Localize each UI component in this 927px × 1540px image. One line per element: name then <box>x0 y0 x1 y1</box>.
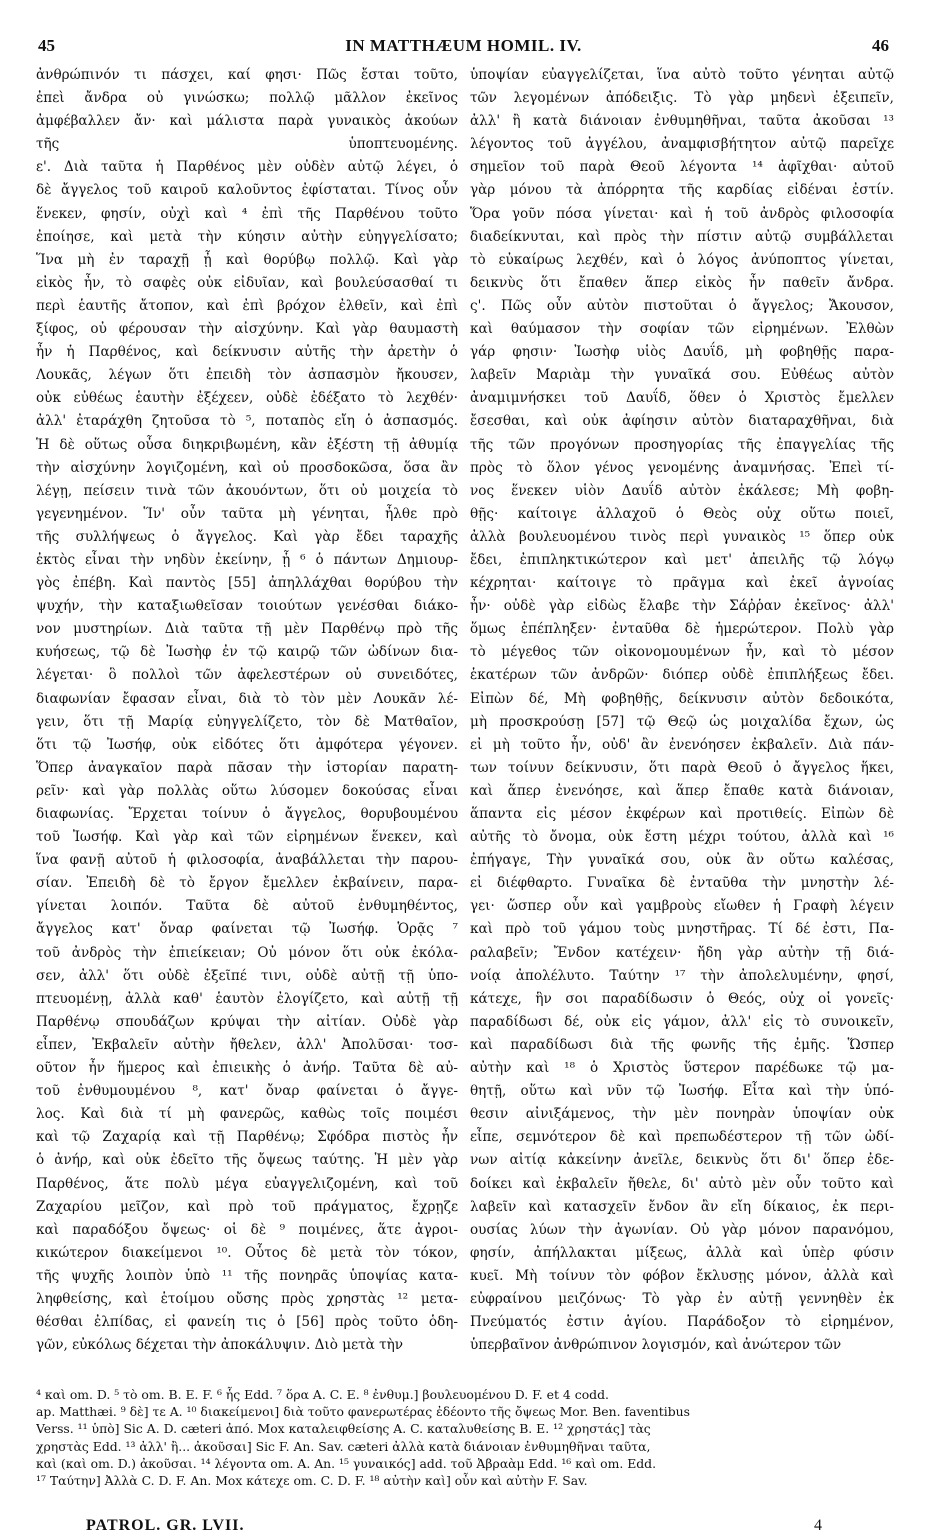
text-line: Ζαχαρίου μεῖζον, καὶ πρὸ τοῦ πράγματος, ἔχρῃζε <box>36 1198 458 1215</box>
text-line: Παρθένος, ἅτε πολὺ μέγα εὐαγγελιζομένη, καὶ τοῦ <box>36 1175 458 1192</box>
text-line: λαβεῖν καὶ κατασχεῖν ἔνδον ἂν εἴη δίκαιος, ἐκ περι- <box>470 1198 894 1215</box>
text-line: νων αἰτίᾳ κἀκείνην ἀνεῖλε, δεικνὺς ὅτι δι' ὅπερ ἐδε- <box>470 1152 894 1169</box>
right-column <box>470 64 894 1384</box>
text-line: καὶ παραδίδωσι διὰ τῆς φωνῆς τῆς ἐμῆς. Ὥσπερ <box>470 1036 894 1053</box>
text-line: ἐποίησε, καὶ μετὰ τὴν κύησιν αὐτὴν εὐηγγελίσατο; <box>36 228 458 245</box>
text-line: μὴ προσκρούσῃ [57] τῷ Θεῷ ὡς μοιχαλίδα ἔχων, ὡς <box>470 713 894 730</box>
text-line: δεικνὺς ὅτι ἔπαθεν ἅπερ εἰκὸς ἦν παθεῖν ἄνδρα. <box>470 274 894 291</box>
text-line: καὶ θαύμασον τὴν σοφίαν τῶν εἰρημένων. Ἐλθὼν <box>470 321 894 338</box>
text-line: γάρ φησιν· Ἰωσὴφ υἱὸς Δαυΐδ, μὴ φοβηθῇς παρα- <box>470 344 894 361</box>
text-line: γει· ὥσπερ οὖν καὶ γαμβροὺς εἴωθεν ἡ Γραφὴ λέγειν <box>470 898 894 915</box>
footnote-line: καὶ (καὶ om. D.) ἀκοῦσαι. ¹⁴ λέγοντα om. A. An. ¹⁵ γυναικός] add. τοῦ Ἀβραὰμ Edd. ¹⁶ καὶ om. Edd. <box>36 1455 657 1471</box>
text-line: γεγενημένον. Ἵν' οὖν ταῦτα μὴ γένηται, ἦλθε πρὸ <box>36 505 458 522</box>
text-line: τῆς συλλήψεως ὁ ἄγγελος. Καὶ γὰρ ἔδει ταραχῆς <box>36 528 458 545</box>
text-line: κυεῖ. Μὴ τοίνυν τὸν φόβον ἔκλυσῃς μόνον, ἀλλὰ καὶ <box>470 1267 894 1284</box>
text-line: θεσιν αἰνιξάμενος, τὴν μὲν πονηρὰν ὑποψίαν οὐκ <box>470 1106 894 1123</box>
text-line: ληφθείσης, καὶ ἑτοίμου οὔσης πρὸς χρηστὰς ¹² μετα- <box>36 1290 458 1307</box>
text-line: τὸ μέγεθος τῶν οἰκονομουμένων ἦν, καὶ τὸ μέσον <box>470 644 894 661</box>
text-line: τῆς ὑποπτευομένης. <box>36 136 458 153</box>
text-line: λαβεῖν Μαριὰμ τὴν γυναῖκά σου. Εὐθέως αὐτὸν <box>470 367 894 384</box>
text-line: διαφωνίας. Ἔρχεται τοίνυν ὁ ἄγγελος, θορυβουμένου <box>36 806 458 822</box>
text-line: τὸ εὐκαίρως λεχθέν, καὶ ὁ λόγος ἀνύποπτος γίνεται, <box>470 251 894 268</box>
text-line: ἄγγελος κατ' ὄναρ φαίνεται τῷ Ἰωσήφ. Ὁρᾷς ⁷ <box>36 921 458 938</box>
text-line: δοίκει καὶ ἐκβαλεῖν ἤθελε, δι' αὐτὸ μὲν οὖν τοῦτο καὶ <box>470 1175 894 1192</box>
text-line: σίαν. Ἐπειδὴ δὲ τὸ ἔργον ἔμελλεν ἐκβαίνειν, παρα- <box>36 875 458 892</box>
text-line: γὸς ἐπέβη. Καὶ παντὸς [55] ἀπηλλάχθαι θορύβου τὴν <box>36 575 458 592</box>
text-line: Παρθένῳ σπουδάζων κρύψαι τὴν αἰτίαν. Οὐδὲ γὰρ <box>36 1013 458 1030</box>
text-line: ἦν ἡ Παρθένος, καὶ δείκνυσιν αὐτῆς τὴν ἀρετὴν ὁ <box>36 344 458 361</box>
text-line: οῦτον ἦν ἥμερος καὶ ἐπιεικὴς ὁ ἀνήρ. Ταῦτα δὲ αὐ- <box>36 1060 458 1077</box>
text-line: σημεῖον τοῦ παρὰ Θεοῦ λέγοντα ¹⁴ ἀφῖχθαι· αὐτοῦ <box>470 159 894 176</box>
text-line: τῶν λεγομένων ἀπόδειξις. Τὸ γὰρ μηδενὶ ἐξειπεῖν, <box>470 90 894 107</box>
text-line: Ὅρα γοῦν πόσα γίνεται· καὶ ἡ τοῦ ἀνδρὸς φιλοσοφία <box>470 205 894 222</box>
text-line: δὲ ἄγγελος τοῦ καιροῦ καλοῦντος ἐφίσταται. Τίνος οὖν <box>36 182 458 199</box>
footnote-line: ⁴ καὶ om. D. ⁵ τὸ om. B. E. F. ⁶ ἧς Edd. ⁷ ὅρα A. C. E. ⁸ ἐνθυμ.] βουλευομένου D. F. et 4 codd. <box>36 1387 609 1402</box>
text-line: τοῦ Ἰωσήφ. Καὶ γὰρ καὶ τῶν εἰρημένων ἕνεκεν, καὶ <box>36 829 458 846</box>
text-line: καὶ τῷ Ζαχαρίᾳ καὶ τῇ Παρθένῳ; Σφόδρα πιστὸς ἦν <box>36 1129 458 1146</box>
text-line: διαδείκνυται, καὶ πρὸς τὴν πίστιν αὐτῷ συμβάλλεται <box>470 228 894 245</box>
text-line: κυήσεως, τῷ δὲ Ἰωσὴφ ἐν τῷ καιρῷ τῶν ὠδίνων δια- <box>36 644 458 661</box>
text-line: ρεῖν· καὶ γὰρ πολλὰς οὕτω λύσομεν δοκούσας εἶναι <box>36 782 458 799</box>
text-line: γειν, ὅτι τῇ Μαρίᾳ εὐηγγελίζετο, τὸν δὲ Ματθαῖον, <box>36 713 458 730</box>
text-line: καὶ παραδόξου ὄψεως· οἱ δὲ ⁹ ποιμένες, ἅτε ἀγροι- <box>36 1221 458 1238</box>
left-page-number: 45 <box>38 36 55 55</box>
text-line: θητῇ, οὕτω καὶ νῦν τῷ Ἰωσήφ. Εἶτα καὶ τὴν ὑπό- <box>470 1083 894 1100</box>
text-line: ἅπαντα εἰς μέσον ἐκφέρων καὶ προτιθείς. Εἰπὼν δὲ <box>470 806 894 822</box>
text-line: γὰρ μόνου τὰ ἀπόρρητα τῆς καρδίας εἰδέναι ἐστίν. <box>470 182 894 199</box>
text-line: παραδίδωσι δέ, οὐκ εἰς γάμον, ἀλλ' εἰς τὸ συνοικεῖν, <box>470 1013 894 1030</box>
text-line: ἦν· οὐδὲ γὰρ εἰδὼς ἔλαβε τὴν Σάῤῥαν ἐκεῖνος· ἀλλ' <box>470 598 894 615</box>
text-line: ἕνεκεν, φησίν, οὐχὶ καὶ ⁴ ἐπὶ τῆς Παρθένου τοῦτο <box>36 205 458 222</box>
text-line: εἰ διέφθαρτο. Γυναῖκα δὲ ἐνταῦθα τὴν μνηστὴν λέ- <box>470 875 894 892</box>
text-line: εἰκὸς ἦν, τὸ σαφὲς οὐκ εἰδυῖαν, καὶ βουλεύσασθαί τι <box>36 274 458 291</box>
text-line: ὑποψίαν εὐαγγελίζεται, ἵνα αὐτὸ τοῦτο γένηται αὐτῷ <box>470 67 894 83</box>
text-line: ἀλλὰ βουλευομένου τινὸς περὶ γυναικὸς ¹⁵ ὅπερ οὐκ <box>470 528 894 545</box>
text-line: ἔσεσθαι, καὶ οὐκ ἀφίησιν αὐτὸν διαταραχθῆναι, διὰ <box>470 413 894 430</box>
text-line: εἶπεν, Ἐκβαλεῖν αὐτὴν ἤθελεν, ἀλλ' Ἀπολῦσαι· τοσ- <box>36 1036 458 1053</box>
text-line: ἀναμιμνήσκει τοῦ Δαυΐδ, ὅθεν ὁ Χριστὸς ἔμελλεν <box>470 390 894 407</box>
text-line: τῆς τῶν προγόνων προσηγορίας τῆς ἐπαγγελίας τῆς <box>470 436 894 453</box>
text-line: ξίφος, οὐ φέρουσαν τὴν αἰσχύνην. Καὶ γὰρ θαυμαστὴ <box>36 321 458 338</box>
text-line: πρὸς τὸ ὅλον γένος γενομένης ἀναμνήσας. Ἐπεὶ τί- <box>470 459 894 476</box>
text-line: αὐτῆς τὸ ὄνομα, οὐκ ἔστη μέχρι τούτου, ἀλλὰ καὶ ¹⁶ <box>470 829 894 846</box>
text-line: τὴν αἰσχύνην λογιζομένη, καὶ οὐ προσδοκῶσα, ὅσα ἂν <box>36 459 458 476</box>
text-line: Πνεύματός ἐστιν ἁγίου. Παράδοξον τὸ εἰρημένον, <box>470 1314 894 1331</box>
text-line: ἀλλ' ἢ κατὰ διάνοιαν ἐνθυμηθῆναι, ταῦτα ἀκοῦσαι ¹³ <box>470 113 894 130</box>
text-line: ἵνα φανῇ αὐτοῦ ἡ φιλοσοφία, ἀναβάλλεται τὴν παρου- <box>36 852 458 869</box>
text-line: ὑπερβαῖνον ἀνθρώπινον λογισμόν, καὶ ἀνώτερον τῶν <box>470 1337 842 1354</box>
text-line: λέγῃ, πείσειν τινὰ τῶν ἀκουόντων, ὅτι οὐ μοιχεία τὸ <box>36 482 458 499</box>
text-line: Ὅπερ ἀναγκαῖον παρὰ πᾶσαν τὴν ἱστορίαν παρατη- <box>36 759 458 776</box>
text-line: φησίν, ἀπήλλακται μίξεως, ἀλλὰ καὶ ὑπὲρ φύσιν <box>470 1244 894 1261</box>
text-line: γίνεται λοιπόν. Ταῦτα δὲ αὐτοῦ ἐνθυμηθέντος, <box>36 898 458 915</box>
text-line: ὅτι τῷ Ἰωσήφ, οὐκ εἰδότες ὅτι ἀμφότερα γέγονεν. <box>36 736 458 753</box>
footnotes <box>36 1386 893 1489</box>
text-line: οὐκ εὐθέως ἑαυτὴν ἐξέχεεν, οὐδὲ ἐδέξατο τὸ λεχθέν· <box>36 390 458 407</box>
text-line: Ἵνα μὴ ἐν ταραχῇ ᾖ καὶ θορύβῳ πολλῷ. Καὶ γὰρ <box>36 251 458 268</box>
text-line: τοῦ ἐνθυμουμένου ⁸, κατ' ὄναρ φαίνεται ὁ ἄγγε- <box>36 1083 458 1100</box>
text-line: λέγεται· ὃ πολλοὶ τῶν ἀφελεστέρων οὐ συνειδότες, <box>36 667 458 684</box>
text-line: ἀμφέβαλλεν ἄν· καὶ μάλιστα παρὰ γυναικὸς ἀκούων <box>36 113 458 130</box>
page-footer <box>86 1517 823 1537</box>
right-page-number: 46 <box>872 36 889 55</box>
text-line: νος ἕνεκεν υἱὸν Δαυΐδ αὐτὸν ἐκάλεσε; Μὴ φοβη- <box>470 482 894 499</box>
text-line: τοῦ ἀνδρὸς τὴν ἐπιείκειαν; Οὐ μόνον ὅτι οὐκ ἐκόλα- <box>36 944 458 961</box>
text-line: θῇς· καίτοιγε ἀλλαχοῦ ὁ Θεὸς οὐχ οὕτω ποιεῖ, <box>470 505 894 522</box>
text-line: διαφωνίαν ἔφασαν εἶναι, διὰ τὸ τὸν μὲν Λουκᾶν λέ- <box>36 690 458 707</box>
text-line: νοίᾳ ἀπολέλυτο. Ταύτην ¹⁷ τὴν ἀπολελυμένην, φησί, <box>470 967 894 984</box>
text-line: σεν, ἀλλ' ὅτι οὐδὲ ἐξεῖπέ τινι, οὐδὲ αὐτῇ τῇ ὑπο- <box>36 967 458 984</box>
text-line: νον μυστηρίων. Διὰ ταῦτα τῇ μὲν Παρθένῳ πρὸ τῆς <box>36 621 458 638</box>
footnote-line: ¹⁷ Ταύτην] Ἀλλὰ C. D. F. An. Mox κάτεχε om. C. D. F. ¹⁸ αὐτὴν καὶ] οὖν καὶ αὐτὴν F. Sav. <box>36 1472 588 1488</box>
text-line: ψυχήν, τὴν καταξιωθεῖσαν τοιούτων γενέσθαι διάκο- <box>36 598 458 615</box>
text-line: εἰ μὴ τοῦτο ἦν, οὐδ' ἂν ἐνενόησεν ἐκβαλεῖν. Διὰ πάν- <box>470 736 894 753</box>
text-line: ἔδει, ἐπιπληκτικώτερον καὶ μετ' ἀπειλῆς τῷ λόγῳ <box>470 551 894 568</box>
text-line: ουσίας λύων τὴν ἀγωνίαν. Οὐ γὰρ μόνον παρανόμου, <box>470 1221 894 1238</box>
text-line: καὶ ἅπερ ἐνενόησε, καὶ ἅπερ ἔπαθε κατὰ διάνοιαν, <box>470 782 894 799</box>
footnote-line: Verss. ¹¹ ὑπὸ] Sic A. D. cæteri ἀπό. Mox καταλειφθείσης A. C. καταλυθείσης B. E. ¹² χρηστάς] τὰς <box>36 1421 651 1437</box>
text-line: εἶπε, σεμνότερον δὲ καὶ πρεπωδέστερον τῇ τῶν ὠδί- <box>470 1129 894 1146</box>
text-line: ραλαβεῖν; Ἔνδον κατέχειν· ἤδη γὰρ αὐτὴν τῇ διά- <box>470 944 894 961</box>
sheet-number: 4 <box>814 1517 823 1534</box>
text-line: κικώτερον διακείμενοι ¹⁰. Οὗτος δὲ μετὰ τὸν τόκον, <box>36 1244 458 1261</box>
text-line: ὅμως ἐπέπληξεν· ἐνταῦθα δὲ ἡμερώτερον. Πολὺ γὰρ <box>470 621 894 638</box>
text-line: κέχρηται· καίτοιγε τὸ πρᾶγμα καὶ ἐκεῖ ἀγνοίας <box>470 575 894 592</box>
running-header <box>38 36 889 58</box>
text-line: εὐφραίνου μειζόνως· Τὸ γὰρ ἐν αὐτῇ γεννηθὲν ἐκ <box>470 1290 894 1307</box>
text-line: αὐτὴν καὶ ¹⁸ ὁ Χριστὸς ὕστερον παρέδωκε τῷ μα- <box>470 1060 894 1077</box>
volume-signature: PATROL. GR. LVII. <box>86 1517 245 1534</box>
text-line: θέσθαι ἐλπίδας, εἰ φανείη τις ὁ [56] πρὸς τοῦτο ὁδη- <box>36 1314 458 1331</box>
footnote-line: χρηστὰς Edd. ¹³ ἀλλ' ἢ... ἀκοῦσαι] Sic F. An. Sav. cæteri ἀλλὰ κατὰ διάνοιαν ἐνθυμηθῆναι ταῦτα, <box>36 1438 651 1454</box>
text-line: πτευομένῃ, ἀλλὰ καθ' ἑαυτὸν ἐλογίζετο, καὶ αὐτῇ τῇ <box>36 990 458 1007</box>
text-line: Εἰπὼν δέ, Μὴ φοβηθῇς, δείκνυσιν αὐτὸν δεδοικότα, <box>470 690 894 707</box>
left-column <box>36 64 458 1384</box>
text-line: ς'. Πῶς οὖν αὐτὸν πιστοῦται ὁ ἄγγελος; Ἄκουσον, <box>470 297 894 314</box>
text-line: τῆς ψυχῆς λοιπὸν ὑπὸ ¹¹ τῆς πονηρᾶς ὑποψίας κατα- <box>36 1267 458 1284</box>
text-line: των τοίνυν δείκνυσιν, ὅτι παρὰ Θεοῦ ὁ ἄγγελος ἥκει, <box>470 759 894 776</box>
text-line: λος. Καὶ διὰ τί μὴ φανερῶς, καθὼς τοῖς ποιμέσι <box>36 1106 458 1123</box>
text-line: Ἡ δὲ οὕτως οὖσα διηκριβωμένη, κἂν ἐξέστη τῇ ἀθυμίᾳ <box>36 436 458 453</box>
text-line: περὶ ἑαυτῆς ἄτοπον, καὶ ἐπὶ βρόχον ἐλθεῖν, καὶ ἐπὶ <box>36 297 458 314</box>
text-line: λέγοντος τοῦ ἀγγέλου, ἀναμφισβήτητον αὐτῷ παρεῖχε <box>470 136 894 153</box>
running-title: IN MATTHÆUM HOMIL. IV. <box>345 36 582 55</box>
text-line: ἐκτὸς εἶναι τὴν νηδὺν ἐκείνην, ᾗ ⁶ ὁ πάντων Δημιουρ- <box>36 551 458 568</box>
text-line: καὶ πρὸ τοῦ γάμου τοὺς μνηστῆρας. Τί δέ ἐστι, Πα- <box>470 921 894 938</box>
text-line: ε'. Διὰ ταῦτα ἡ Παρθένος μὲν οὐδὲν αὐτῷ λέγει, ὁ <box>36 159 458 176</box>
text-line: ἀνθρώπινόν τι πάσχει, καί φησι· Πῶς ἔσται τοῦτο, <box>36 67 458 83</box>
text-line: Λουκᾶς, λέγων ὅτι ἐπειδὴ τὸν ἀσπασμὸν ἤκουσεν, <box>36 367 458 384</box>
text-line: ἀλλ' ἐταράχθη ζητοῦσα τὸ ⁵, ποταπὸς εἴη ὁ ἀσπασμός. <box>36 413 458 430</box>
footnote-line: ap. Matthæi. ⁹ δὲ] τε A. ¹⁰ διακείμενοι] διὰ τοῦτο φανερωτέρας ἐδέοντο τῆς ὄψεως Mor. Ben. faventibus <box>36 1404 690 1420</box>
text-line: ἐπήγαγε, Τὴν γυναῖκά σου, οὐκ ἂν οὕτω καλέσας, <box>470 852 894 869</box>
text-line: γῶν, εὐκόλως δέχεται τὴν ἀποκάλυψιν. Διὸ μετὰ τὴν <box>36 1337 404 1354</box>
text-line: ἐπεὶ ἄνδρα οὐ γινώσκω; πολλῷ μᾶλλον ἐκεῖνος <box>36 90 458 107</box>
text-line: ἑκατέρων τῶν ἀνδρῶν· διόπερ οὐδὲ ἐπιπλήξεως ἔδει. <box>470 667 894 684</box>
text-line: κάτεχε, ἣν σοι παραδίδωσιν ὁ Θεός, οὐχ οἱ γονεῖς· <box>470 990 894 1007</box>
text-line: ὁ ἀνήρ, καὶ οὐκ ἐδεῖτο τῆς ὄψεως ταύτης. Ἡ μὲν γὰρ <box>36 1152 458 1169</box>
